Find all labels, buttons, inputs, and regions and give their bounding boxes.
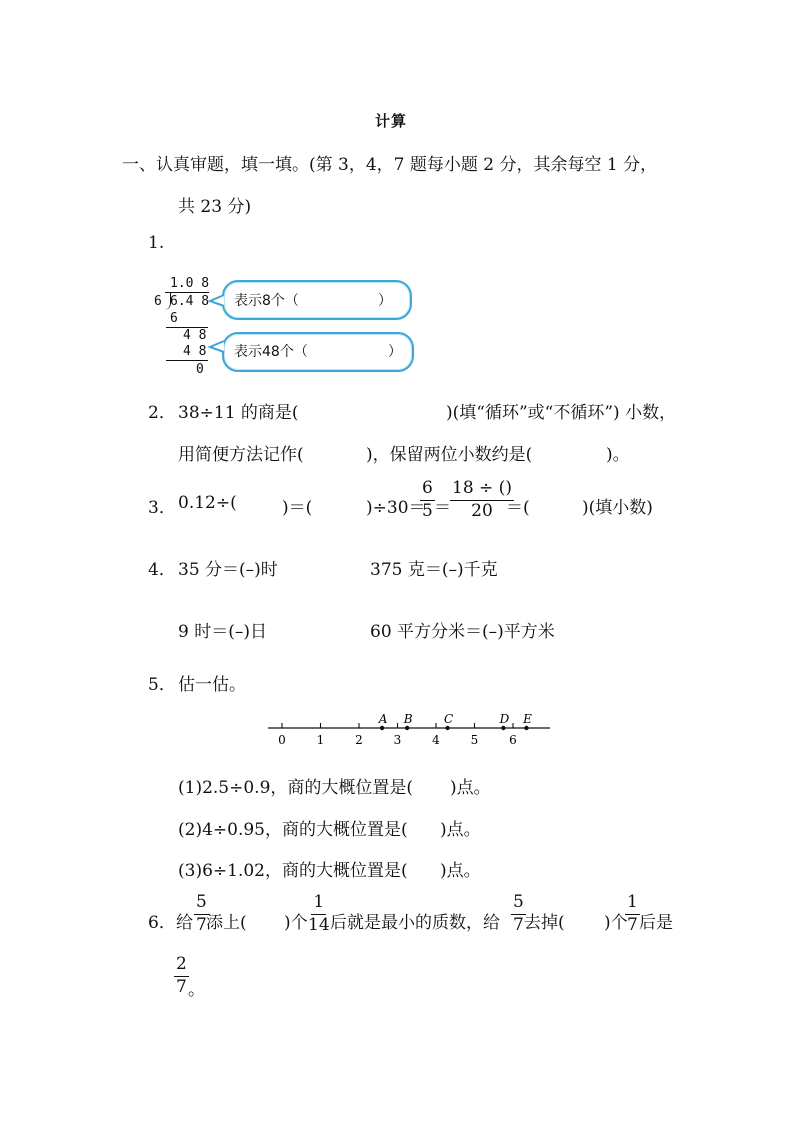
q3-number: 3． — [148, 498, 176, 518]
q2-line2-a: 用简便方法记作( — [178, 445, 304, 465]
q5-sub3-b: )点。 — [440, 861, 481, 881]
q3-part-d: ＝( — [506, 498, 530, 518]
q6-a: 给 — [176, 913, 193, 933]
q5-sub1-b: )点。 — [450, 778, 491, 798]
section-heading-line2: 共 23 分) — [178, 197, 252, 217]
q5-prompt: 估一估。 — [178, 675, 246, 695]
q6-d: 后就是最小的质数，给 — [330, 913, 500, 933]
q6-c: )个 — [284, 913, 308, 933]
q6-fraction-2 — [306, 894, 332, 935]
long-division — [150, 272, 220, 382]
q5-sub1-a: (1)2.5÷0.9，商的大概位置是( — [178, 778, 414, 798]
bubble-1-pointer — [208, 294, 228, 308]
q4-item4: 60 平方分米＝(–)平方米 — [370, 622, 555, 642]
division-step2: 4 8 — [183, 328, 207, 343]
number-line-tick-label: 1 — [316, 733, 325, 747]
q3-part-e: )(填小数) — [582, 498, 653, 518]
q3-part-b: )＝( — [282, 498, 313, 518]
q1-number: 1. — [148, 233, 165, 253]
q6-f3-den: 7 — [513, 914, 524, 935]
bubble-1-text-open: 表示8个（ — [234, 293, 299, 309]
q3-frac2-num: 18 ÷ () — [450, 480, 514, 501]
number-line-point — [380, 726, 384, 730]
q6-number: 6． — [148, 913, 176, 933]
q5-sub2-b: )点。 — [440, 820, 481, 840]
division-line2 — [166, 360, 208, 361]
q3-frac2-den: 20 — [471, 500, 493, 521]
number-line-tick-label: 6 — [509, 733, 517, 747]
number-line-tick-label: 4 — [432, 733, 440, 747]
q6-f5-den: 7 — [176, 976, 187, 997]
number-line-point — [445, 726, 449, 730]
q2-line2-c: )。 — [606, 445, 630, 465]
division-bar — [165, 292, 209, 293]
q3-frac1-den: 5 — [422, 500, 433, 521]
number-line-point — [524, 726, 528, 730]
q2-number: 2． — [148, 403, 176, 423]
number-line-point — [501, 726, 505, 730]
q6-f4-den: 7 — [627, 914, 638, 935]
q3-eq: ＝ — [434, 498, 451, 518]
section-heading-line1: 一、认真审题，填一填。(第 3，4，7 题每小题 2 分，其余每空 1 分， — [122, 155, 658, 175]
q6-f3-num: 5 — [511, 894, 526, 915]
q5-sub3-a: (3)6÷1.02，商的大概位置是( — [178, 861, 408, 881]
bubble-2-text-open: 表示48个（ — [234, 344, 308, 360]
q6-f2-num: 1 — [311, 894, 326, 915]
q6-e: 去掉( — [524, 913, 565, 933]
q3-part-a: 0.12÷( — [178, 493, 237, 513]
number-line-tick-label: 5 — [470, 733, 479, 747]
q3-part-c: )÷30＝ — [366, 498, 426, 518]
division-remainder: 0 — [196, 362, 204, 377]
division-divisor: 6 — [154, 294, 162, 309]
q6-b: 添上( — [206, 913, 247, 933]
q2-line1-a: 38÷11 的商是( — [178, 403, 299, 423]
number-line-point-label: D — [499, 712, 510, 726]
q6-g: 后是 — [639, 913, 673, 933]
q6-end: 。 — [188, 980, 205, 1000]
q6-f5-num: 2 — [174, 956, 189, 977]
number-line-point — [405, 726, 409, 730]
number-line-point-label: B — [403, 712, 413, 726]
number-line-tick-label: 2 — [355, 733, 363, 747]
page-title: 计算 — [375, 112, 408, 130]
bubble-1-text-close: ） — [378, 293, 392, 309]
number-line-tick-label: 3 — [393, 733, 402, 747]
division-step3: 4 8 — [183, 344, 207, 359]
bubble-2-pointer — [208, 340, 228, 354]
division-quotient: 1.0 8 — [170, 276, 210, 291]
q4-item1: 35 分＝(–)时 — [178, 560, 278, 580]
q4-number: 4． — [148, 560, 176, 580]
q2-line2-b: )，保留两位小数约是( — [366, 445, 533, 465]
q6-f1-num: 5 — [194, 894, 209, 915]
q4-item3: 9 时＝(–)日 — [178, 622, 267, 642]
q4-item2: 375 克＝(–)千克 — [370, 560, 498, 580]
number-line-point-label: C — [443, 712, 454, 726]
q6-f4-num: 1 — [625, 894, 640, 915]
number-line-tick-label: 0 — [278, 733, 286, 747]
number-line-point-label: E — [523, 712, 532, 726]
number-line-point-label: A — [378, 712, 388, 726]
q5-number: 5． — [148, 675, 176, 695]
division-dividend: 6.4 8 — [170, 294, 210, 309]
q6-f: )个 — [604, 913, 628, 933]
q3-frac1-num: 6 — [420, 480, 435, 501]
division-step1: 6 — [170, 311, 178, 326]
q6-f2-den: 14 — [308, 914, 330, 935]
number-line — [262, 706, 562, 752]
q5-sub2-a: (2)4÷0.95，商的大概位置是( — [178, 820, 408, 840]
bubble-2-text-close: ） — [388, 344, 402, 360]
q6-f1-den: 7 — [196, 914, 207, 935]
q2-line1-b: )(填“循环”或“不循环”) 小数， — [446, 403, 677, 423]
